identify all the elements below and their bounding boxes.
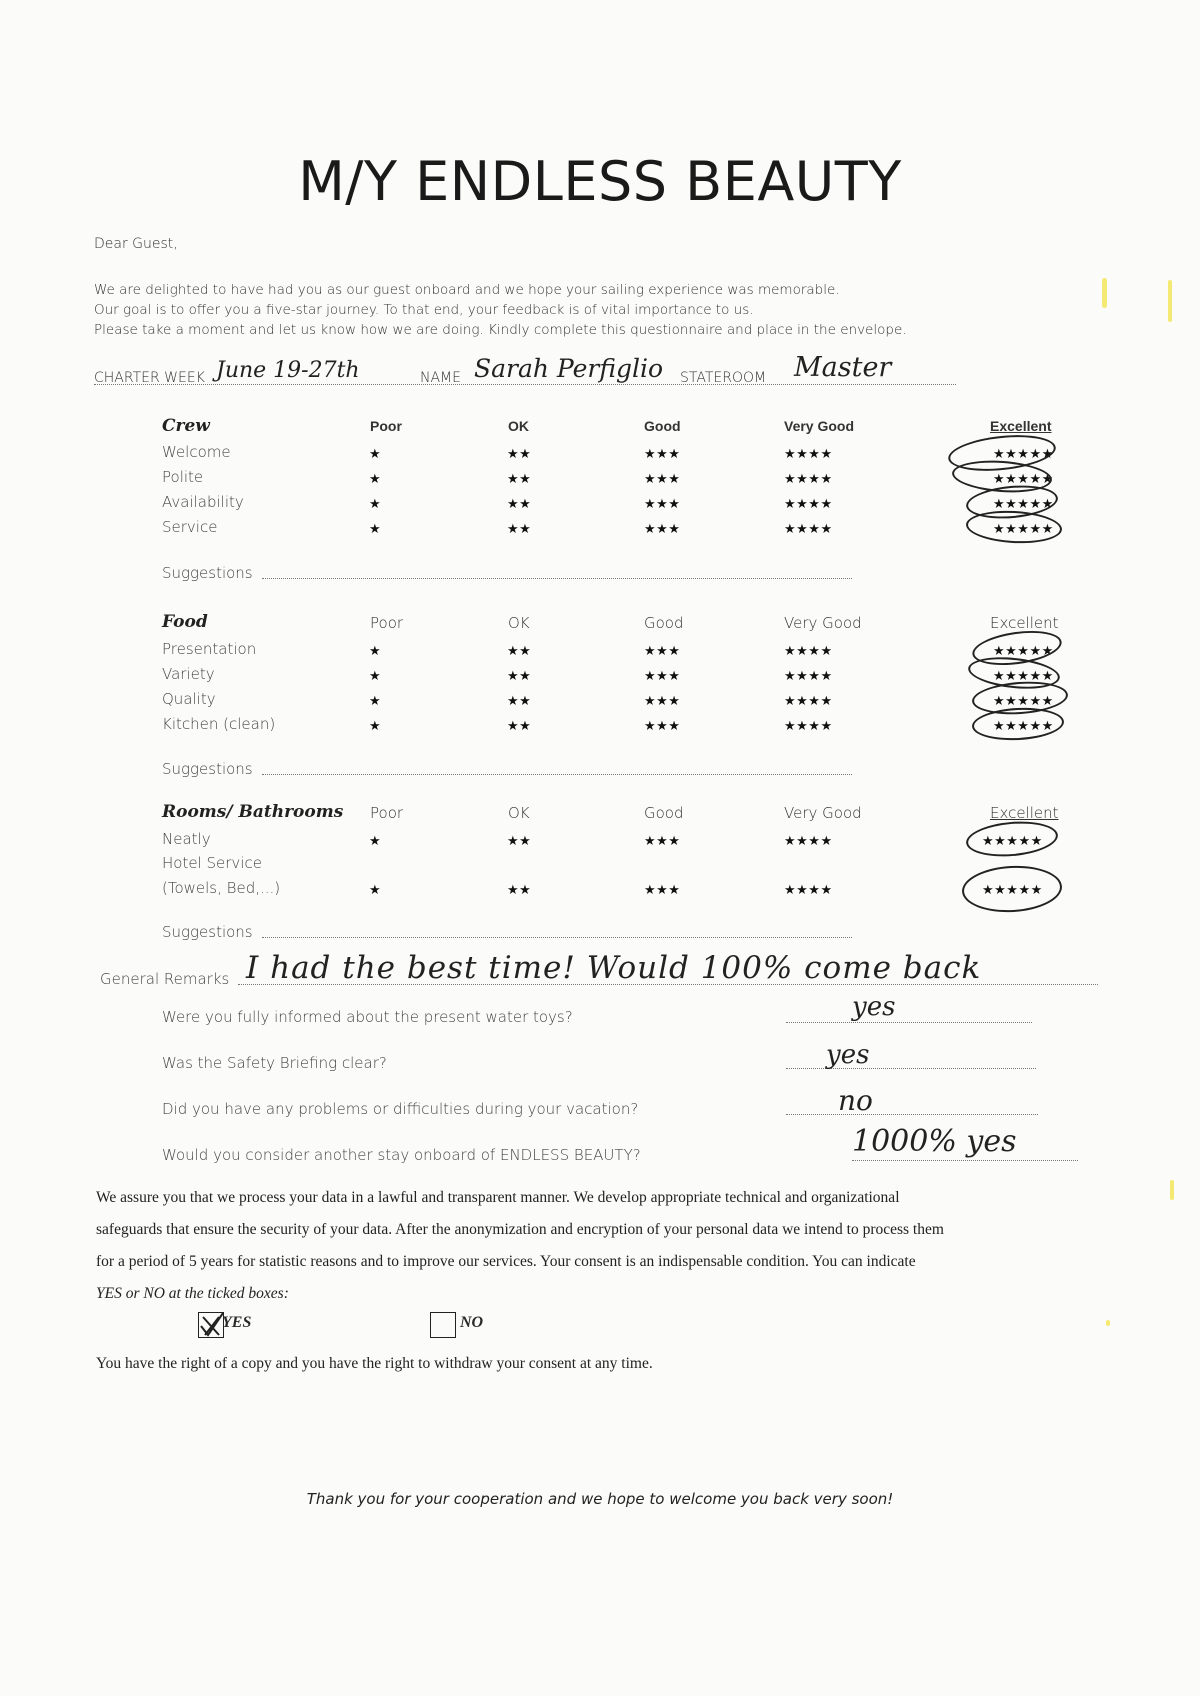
header-fields-line: [94, 384, 956, 385]
rooms-row-neatly: Neatly: [162, 830, 211, 848]
name-label: NAME: [420, 370, 461, 386]
rating-option-2-star[interactable]: ★★: [507, 718, 532, 733]
rating-option-5-star[interactable]: ★★★★★: [982, 833, 1043, 848]
crew-suggestions-label: Suggestions: [162, 564, 253, 582]
rating-option-2-star[interactable]: ★★: [507, 833, 532, 848]
food-section-title: Food: [162, 612, 208, 632]
rating-option-1-star[interactable]: ★: [369, 446, 382, 461]
rating-option-1-star[interactable]: ★: [369, 718, 382, 733]
rights-text: You have the right of a copy and you have the right to withdraw your consent at any time.: [96, 1355, 653, 1372]
rating-option-5-star[interactable]: ★★★★★: [993, 643, 1054, 658]
rating-option-4-star[interactable]: ★★★★: [784, 833, 833, 848]
answer-line-another-stay: [852, 1160, 1078, 1161]
rating-option-4-star[interactable]: ★★★★: [784, 496, 833, 511]
rating-option-4-star[interactable]: ★★★★: [784, 668, 833, 683]
rating-option-3-star[interactable]: ★★★: [644, 521, 681, 536]
rooms-col-ok: OK: [508, 804, 530, 822]
consent-yes-label: YES: [222, 1314, 252, 1331]
scan-highlight-mark: [1170, 1180, 1174, 1200]
selected-excellent-mark: [961, 863, 1063, 914]
stateroom-value[interactable]: Master: [794, 352, 892, 383]
rating-option-5-star[interactable]: ★★★★★: [993, 471, 1054, 486]
crew-col-excellent: Excellent: [990, 418, 1052, 434]
rating-option-5-star[interactable]: ★★★★★: [993, 693, 1054, 708]
rating-option-3-star[interactable]: ★★★: [644, 643, 681, 658]
rooms-col-excellent: Excellent: [990, 804, 1059, 822]
answer-safety-briefing[interactable]: yes: [826, 1040, 870, 1070]
legal-line-4: YES or NO at the ticked boxes:: [96, 1285, 289, 1302]
rooms-row-hotel-service: Hotel Service: [162, 854, 262, 872]
rating-option-2-star[interactable]: ★★: [507, 668, 532, 683]
answer-another-stay[interactable]: 1000% yes: [852, 1124, 1017, 1159]
selected-excellent-mark: [965, 818, 1060, 860]
name-value[interactable]: Sarah Perfiglio: [474, 354, 664, 383]
crew-col-good: Good: [644, 418, 681, 434]
rating-option-4-star[interactable]: ★★★★: [784, 446, 833, 461]
rating-option-3-star[interactable]: ★★★: [644, 446, 681, 461]
selected-excellent-mark: [965, 509, 1063, 546]
question-another-stay: Would you consider another stay onboard of ENDLESS BEAUTY?: [162, 1146, 641, 1164]
crew-section-title: Crew: [162, 416, 210, 436]
consent-no-checkbox[interactable]: [430, 1312, 456, 1338]
rooms-col-good: Good: [644, 804, 684, 822]
rating-option-1-star[interactable]: ★: [369, 643, 382, 658]
rating-option-1-star[interactable]: ★: [369, 496, 382, 511]
rooms-section-title: Rooms/ Bathrooms: [162, 802, 344, 822]
food-suggestions-label: Suggestions: [162, 760, 253, 778]
rating-option-1-star[interactable]: ★: [369, 833, 382, 848]
rating-option-2-star[interactable]: ★★: [507, 882, 532, 897]
charter-week-label: CHARTER WEEK: [94, 370, 205, 386]
rating-option-4-star[interactable]: ★★★★: [784, 471, 833, 486]
crew-row-polite: Polite: [162, 468, 204, 486]
rating-option-2-star[interactable]: ★★: [507, 446, 532, 461]
rooms-suggestions-line[interactable]: [262, 937, 852, 938]
rooms-col-poor: Poor: [370, 804, 404, 822]
rating-option-1-star[interactable]: ★: [369, 668, 382, 683]
rating-option-4-star[interactable]: ★★★★: [784, 521, 833, 536]
rating-option-2-star[interactable]: ★★: [507, 693, 532, 708]
food-suggestions-line[interactable]: [262, 774, 852, 775]
rating-option-3-star[interactable]: ★★★: [644, 718, 681, 733]
crew-col-poor: Poor: [370, 418, 402, 434]
rating-option-2-star[interactable]: ★★: [507, 643, 532, 658]
food-row-variety: Variety: [162, 665, 215, 683]
answer-line-problems: [786, 1114, 1038, 1115]
rooms-col-very-good: Very Good: [784, 804, 862, 822]
food-row-quality: Quality: [162, 690, 216, 708]
answer-problems[interactable]: no: [838, 1084, 873, 1117]
crew-row-service: Service: [162, 518, 218, 536]
food-row-presentation: Presentation: [162, 640, 257, 658]
rating-option-5-star[interactable]: ★★★★★: [993, 446, 1054, 461]
rating-option-1-star[interactable]: ★: [369, 693, 382, 708]
crew-row-availability: Availability: [162, 493, 244, 511]
scan-highlight-mark: [1102, 278, 1107, 308]
answer-water-toys[interactable]: yes: [852, 992, 896, 1022]
legal-line-3: for a period of 5 years for statistic reasons and to improve our services. Your consent is an indispensable condition. You can indicate: [96, 1253, 916, 1270]
answer-line-water-toys: [786, 1022, 1032, 1023]
answer-line-safety-briefing: [786, 1068, 1036, 1069]
crew-col-ok: OK: [508, 418, 529, 434]
food-col-very-good: Very Good: [784, 614, 862, 632]
general-remarks-value[interactable]: I had the best time! Would 100% come back: [246, 950, 982, 986]
rating-option-5-star[interactable]: ★★★★★: [993, 668, 1054, 683]
question-water-toys: Were you fully informed about the present water toys?: [162, 1008, 573, 1026]
food-col-excellent: Excellent: [990, 614, 1059, 632]
question-safety-briefing: Was the Safety Briefing clear?: [162, 1054, 387, 1072]
closing-text: Thank you for your cooperation and we hope to welcome you back very soon!: [306, 1490, 894, 1508]
food-col-ok: OK: [508, 614, 530, 632]
rating-option-3-star[interactable]: ★★★: [644, 833, 681, 848]
food-row-kitchen: Kitchen (clean): [162, 715, 276, 733]
consent-no-label: NO: [460, 1314, 484, 1331]
rating-option-3-star[interactable]: ★★★: [644, 668, 681, 683]
scan-highlight-mark: [1106, 1320, 1110, 1326]
rating-option-5-star[interactable]: ★★★★★: [993, 496, 1054, 511]
scan-highlight-mark: [1168, 280, 1172, 322]
rating-option-4-star[interactable]: ★★★★: [784, 643, 833, 658]
question-problems: Did you have any problems or difficulties during your vacation?: [162, 1100, 639, 1118]
rating-option-5-star[interactable]: ★★★★★: [982, 882, 1043, 897]
rating-option-2-star[interactable]: ★★: [507, 471, 532, 486]
intro-line-3: Please take a moment and let us know how we are doing. Kindly complete this questionnaire and place in the envelope.: [94, 322, 907, 338]
rating-option-1-star[interactable]: ★: [369, 521, 382, 536]
rooms-row-towels-bed: (Towels, Bed,...): [162, 879, 281, 897]
rating-option-3-star[interactable]: ★★★: [644, 471, 681, 486]
rooms-suggestions-label: Suggestions: [162, 923, 253, 941]
rating-option-5-star[interactable]: ★★★★★: [993, 521, 1054, 536]
legal-line-1: We assure you that we process your data in a lawful and transparent manner. We develop appropriate technical and organizational: [96, 1189, 900, 1206]
general-remarks-label: General Remarks: [100, 970, 230, 988]
legal-line-2: safeguards that ensure the security of your data. After the anonymization and encryption of your personal data we intend to process them: [96, 1221, 944, 1238]
rating-option-3-star[interactable]: ★★★: [644, 882, 681, 897]
food-col-good: Good: [644, 614, 684, 632]
greeting: Dear Guest,: [94, 236, 178, 252]
rating-option-4-star[interactable]: ★★★★: [784, 882, 833, 897]
intro-line-2: Our goal is to offer you a five-star journey. To that end, your feedback is of vital importance to us.: [94, 302, 754, 318]
document-title: M/Y ENDLESS BEAUTY: [298, 150, 902, 213]
intro-line-1: We are delighted to have had you as our guest onboard and we hope your sailing experience was memorable.: [94, 282, 840, 298]
rating-option-2-star[interactable]: ★★: [507, 496, 532, 511]
rating-option-4-star[interactable]: ★★★★: [784, 693, 833, 708]
crew-suggestions-line[interactable]: [262, 578, 852, 579]
rating-option-5-star[interactable]: ★★★★★: [993, 718, 1054, 733]
rating-option-1-star[interactable]: ★: [369, 471, 382, 486]
crew-col-very-good: Very Good: [784, 418, 855, 434]
rating-option-3-star[interactable]: ★★★: [644, 693, 681, 708]
consent-yes-checkbox[interactable]: [198, 1312, 224, 1338]
rating-option-4-star[interactable]: ★★★★: [784, 718, 833, 733]
charter-week-value[interactable]: June 19-27th: [216, 358, 360, 383]
stateroom-label: STATEROOM: [680, 370, 767, 386]
rating-option-3-star[interactable]: ★★★: [644, 496, 681, 511]
food-col-poor: Poor: [370, 614, 404, 632]
crew-row-welcome: Welcome: [162, 443, 231, 461]
rating-option-1-star[interactable]: ★: [369, 882, 382, 897]
rating-option-2-star[interactable]: ★★: [507, 521, 532, 536]
